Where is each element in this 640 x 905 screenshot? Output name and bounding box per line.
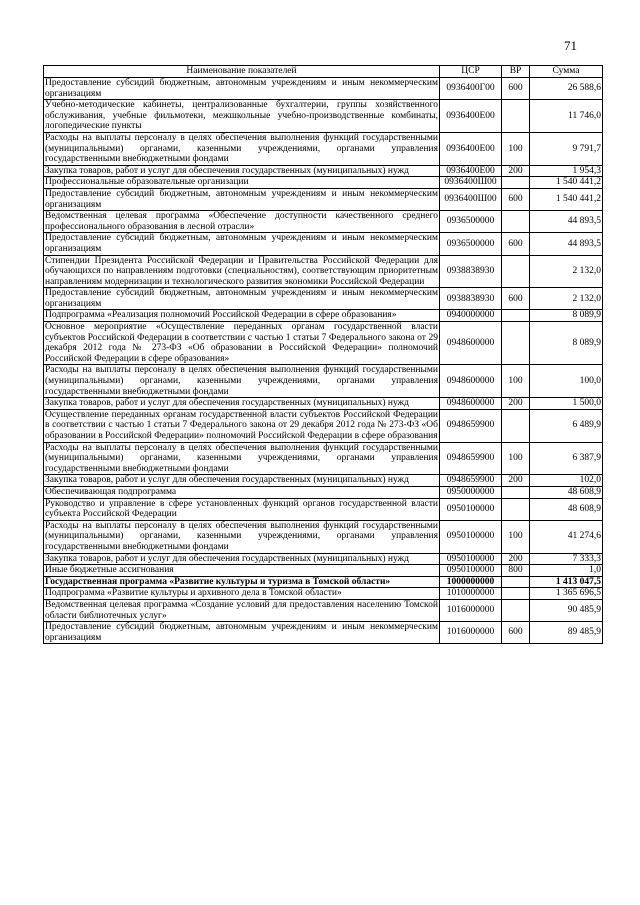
row-vr: 200 [502, 398, 530, 410]
header-vr: ВР [502, 66, 530, 78]
row-name: Стипендии Президента Российской Федерации и Правительства Российской Федерации для обучающихся по направлениям подготовки (специальностям), соответствующим приоритетным направлениям модернизации и технологического развития экономики Российской Федерации [45, 255, 438, 287]
row-name: Ведомственная целевая программа «Обеспечение доступности качественного среднего профессионального образования в лесной отрасли» [45, 211, 438, 232]
row-sum: 44 893,5 [530, 211, 603, 233]
row-vr [502, 588, 530, 600]
table-row [44, 233, 603, 255]
table-row [44, 188, 603, 210]
page-number: 71 [564, 38, 577, 53]
row-sum: 6 387,9 [530, 442, 603, 475]
row-name: Расходы на выплаты персоналу в целях обеспечения выполнения функций государственными (муниципальными) органами, казенными учреждениями, органами управления государственными внебюджетными фондами [45, 132, 438, 165]
row-name: Расходы на выплаты персоналу в целях обеспечения выполнения функций государственными (муниципальными) органами, казенными учреждениями, органами управления государственными внебюджетными фондами [45, 365, 438, 397]
row-code: 1016000000 [440, 622, 502, 644]
row-code: 0948659900 [440, 409, 502, 442]
table-row [44, 78, 603, 100]
row-code: 0948659900 [440, 475, 502, 487]
row-name: Закупка товаров, работ и услуг для обеспечения государственных (муниципальных) нужд [44, 553, 440, 565]
row-vr [502, 409, 530, 442]
row-sum: 1 500,0 [530, 398, 603, 410]
row-vr: 600 [502, 288, 530, 310]
row-vr [502, 177, 530, 189]
row-name: Закупка товаров, работ и услуг для обеспечения государственных (муниципальных) нужд [44, 165, 440, 177]
row-sum: 1,0 [530, 565, 603, 577]
row-vr [502, 576, 530, 588]
table-row [44, 255, 603, 288]
row-sum: 2 132,0 [530, 288, 603, 310]
row-name: Ведомственная целевая программа «Создание условий для предоставления населению Томской области библиотечных услуг» [45, 599, 438, 621]
table-body [44, 78, 603, 644]
row-sum: 1 365 696,5 [530, 588, 603, 600]
row-code: 0948600000 [440, 322, 502, 365]
table-row [44, 132, 603, 165]
row-sum: 6 489,9 [530, 409, 603, 442]
row-vr: 200 [502, 553, 530, 565]
row-name: Предоставление субсидий бюджетным, автономным учреждениям и иным некоммерческим организациям [45, 288, 438, 309]
row-code: 0936400Е00 [440, 165, 502, 177]
row-code: 0948600000 [440, 365, 502, 398]
row-vr: 100 [502, 520, 530, 553]
row-name: Подпрограмма «Развитие культуры и архивного дела в Томской области» [44, 588, 440, 600]
table-row [44, 622, 603, 644]
row-code: 0948659900 [440, 442, 502, 475]
row-vr [502, 211, 530, 233]
row-sum: 48 608,9 [530, 498, 603, 520]
row-vr: 100 [502, 132, 530, 165]
row-code: 0936400Ш00 [440, 177, 502, 189]
row-code: 0950100000 [440, 553, 502, 565]
table-row [44, 310, 603, 322]
row-vr [502, 322, 530, 365]
row-vr [502, 599, 530, 621]
row-sum: 1 540 441,2 [530, 188, 603, 210]
row-name: Предоставление субсидий бюджетным, автономным учреждениям и иным некоммерческим организациям [45, 233, 438, 254]
table-row [44, 599, 603, 621]
row-vr: 200 [502, 475, 530, 487]
row-code: 0936400Е00 [440, 132, 502, 165]
row-vr: 100 [502, 365, 530, 398]
row-vr: 200 [502, 165, 530, 177]
table-header-row [44, 66, 603, 78]
header-code: ЦСР [440, 66, 502, 78]
row-sum: 90 485,9 [530, 599, 603, 621]
table-row [44, 486, 603, 498]
row-sum: 1 540 441,2 [530, 177, 603, 189]
row-vr: 800 [502, 565, 530, 577]
table-row [44, 177, 603, 189]
table-row [44, 565, 603, 577]
row-sum: 89 485,9 [530, 622, 603, 644]
table-row [44, 475, 603, 487]
row-name: Основное мероприятие «Осуществление переданных органам государственной власти субъектов Российской Федерации в соответствии с частью 1 статьи 7 Федерального закона от 29 декабря 2012 года № 273-ФЗ «Об образовании в Российской Федерации» полномочий Российской Федерации в сфере образования» [45, 322, 438, 364]
header-sum: Сумма [530, 66, 603, 78]
row-code: 0938838930 [440, 255, 502, 288]
row-name: Профессиональные образовательные организации [44, 177, 440, 189]
row-vr [502, 100, 530, 133]
header-name: Наименование показателей [44, 66, 440, 78]
row-sum: 26 588,6 [530, 78, 603, 100]
row-name: Закупка товаров, работ и услуг для обеспечения государственных (муниципальных) нужд [44, 398, 440, 410]
row-sum: 2 132,0 [530, 255, 603, 288]
row-name: Иные бюджетные ассигнования [44, 565, 440, 577]
table-row [44, 409, 603, 442]
row-vr [502, 310, 530, 322]
row-vr: 100 [502, 442, 530, 475]
table-row [44, 588, 603, 600]
row-sum: 9 791,7 [530, 132, 603, 165]
row-code: 1016000000 [440, 599, 502, 621]
row-code: 1000000000 [440, 576, 502, 588]
row-name: Руководство и управление в сфере установленных функций органов государственной власти субъекта Российской Федерации [45, 498, 438, 520]
row-vr: 600 [502, 622, 530, 644]
row-sum: 44 893,5 [530, 233, 603, 255]
table-row [44, 288, 603, 310]
table-row [44, 322, 603, 365]
table-row [44, 211, 603, 233]
row-code: 0936400Е00 [440, 100, 502, 133]
row-vr: 600 [502, 78, 530, 100]
row-sum: 102,0 [530, 475, 603, 487]
table-row [44, 576, 603, 588]
row-name: Обеспечивающая подпрограмма [44, 486, 440, 498]
row-sum: 100,0 [530, 365, 603, 398]
row-name: Государственная программа «Развитие культуры и туризма в Томской области» [44, 576, 440, 588]
table-row [44, 100, 603, 133]
row-code: 1010000000 [440, 588, 502, 600]
row-sum: 11 746,0 [530, 100, 603, 133]
row-code: 0936400Ш00 [440, 188, 502, 210]
table-row [44, 553, 603, 565]
row-name: Закупка товаров, работ и услуг для обеспечения государственных (муниципальных) нужд [44, 475, 440, 487]
table-row [44, 398, 603, 410]
row-sum: 7 333,3 [530, 553, 603, 565]
row-code: 0950000000 [440, 486, 502, 498]
row-code: 0950100000 [440, 498, 502, 520]
row-code: 0948600000 [440, 398, 502, 410]
row-sum: 41 274,6 [530, 520, 603, 553]
row-name: Подпрограмма «Реализация полномочий Российской Федерации в сфере образования» [44, 310, 440, 322]
row-code: 0936500000 [440, 211, 502, 233]
row-code: 0950100000 [440, 565, 502, 577]
row-sum: 8 089,9 [530, 310, 603, 322]
row-sum: 1 413 047,5 [530, 576, 603, 588]
row-code: 0940000000 [440, 310, 502, 322]
row-code: 0936400Г00 [440, 78, 502, 100]
row-name: Предоставление субсидий бюджетным, автономным учреждениям и иным некоммерческим организациям [45, 78, 438, 99]
row-name: Расходы на выплаты персоналу в целях обеспечения выполнения функций государственными (муниципальными) органами, казенными учреждениями, органами управления государственными внебюджетными фондами [45, 442, 438, 474]
row-name: Учебно-методические кабинеты, централизованные бухгалтерии, группы хозяйственного обслуживания, учебные фильмотеки, межшкольные учебно-производственные комбинаты, логопедические пункты [45, 100, 438, 132]
table-row [44, 165, 603, 177]
table-row [44, 365, 603, 398]
row-name: Осуществление переданных органам государственной власти субъектов Российской Федерации в соответствии с частью 1 статьи 7 Федерального закона от 29 декабря 2012 года № 273-ФЗ «Об образовании в Российской Федерации» полномочий Российской Федерации в сфере образования [45, 409, 438, 441]
row-vr: 600 [502, 233, 530, 255]
row-vr [502, 255, 530, 288]
row-sum: 48 608,9 [530, 486, 603, 498]
row-vr: 600 [502, 188, 530, 210]
row-code: 0936500000 [440, 233, 502, 255]
table-row [44, 442, 603, 475]
row-name: Предоставление субсидий бюджетным, автономным учреждениям и иным некоммерческим организациям [45, 622, 438, 643]
row-sum: 1 954,3 [530, 165, 603, 177]
row-sum: 8 089,9 [530, 322, 603, 365]
table-row [44, 498, 603, 520]
budget-table [43, 65, 603, 644]
row-name: Расходы на выплаты персоналу в целях обеспечения выполнения функций государственными (муниципальными) органами, казенными учреждениями, органами управления государственными внебюджетными фондами [45, 520, 438, 552]
row-code: 0938838930 [440, 288, 502, 310]
row-code: 0950100000 [440, 520, 502, 553]
row-vr [502, 486, 530, 498]
table-row [44, 520, 603, 553]
row-vr [502, 498, 530, 520]
row-name: Предоставление субсидий бюджетным, автономным учреждениям и иным некоммерческим организациям [45, 188, 438, 210]
